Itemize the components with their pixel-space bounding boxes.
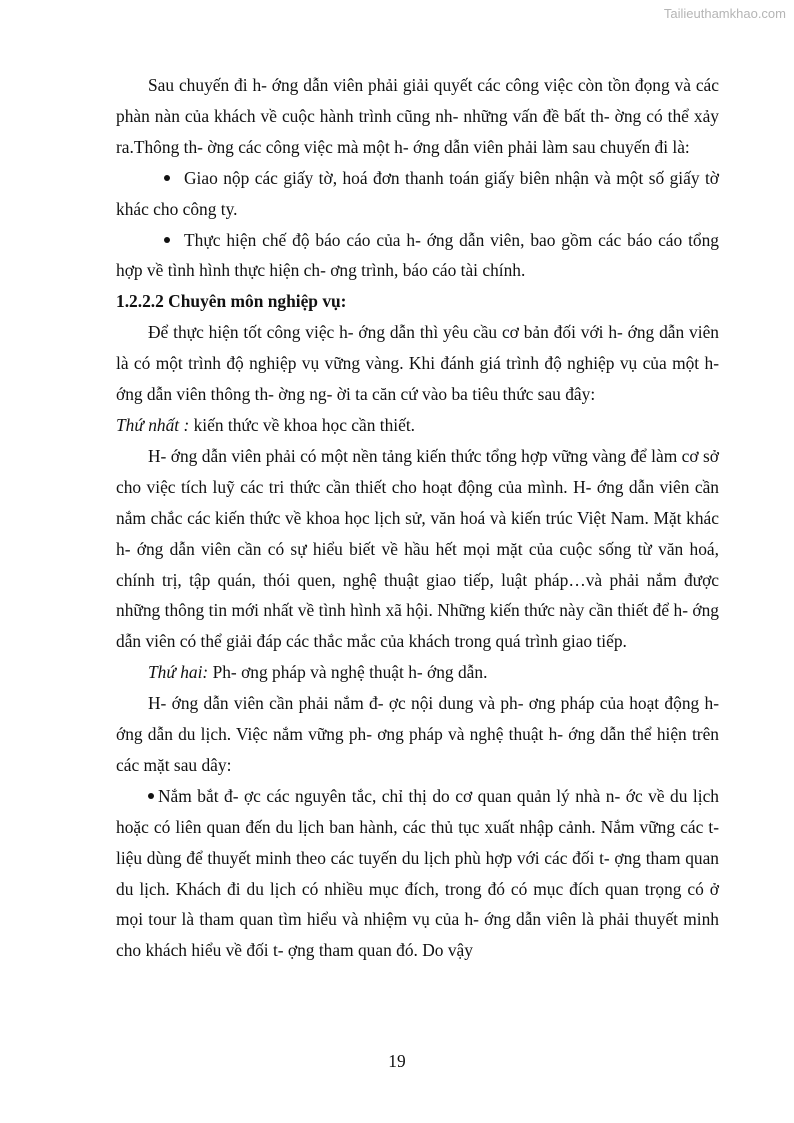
- body-paragraph: Để thực hiện tốt công việc h- ớng dẫn thì yêu cầu cơ bản đối với h- ớng dẫn viên là có một trình độ nghiệp vụ vững vàng. Khi đánh giá trình độ nghiệp vụ của một h- ớng dẫn viên thông th- ờng ng- ời ta căn cứ vào ba tiêu thức sau đây:: [116, 322, 719, 405]
- list-item-text: Thực hiện chế độ báo cáo của h- ớng dẫn viên, bao gồm các báo cáo tổng hợp về tình hình thực hiện ch- ơng trình, báo cáo tài chính.: [116, 229, 719, 281]
- criterion-first: [116, 410, 719, 441]
- list-item-text: Nắm bắt đ- ợc các nguyên tắc, chỉ thị do cơ quan quản lý nhà n- ớc về du lịch hoặc có liên quan đến du lịch ban hành, các thủ tục xuất nhập cảnh. Nắm vững các t- liệu dùng để thuyết minh theo các tuyến du lịch phù hợp với các đối t- ợng tham quan du lịch. Khách đi du lịch có nhiều mục đích, trong đó có mục đích quan trọng có ở mọi tour là tham quan tìm hiểu và nhiệm vụ của h- ớng dẫn viên là phải thuyết minh cho khách hiểu về đối t- ợng tham quan đó. Do vậy: [116, 785, 719, 961]
- bullet-icon: [148, 793, 154, 799]
- list-item: [116, 225, 719, 287]
- body-paragraph: H- ớng dẫn viên cần phải nắm đ- ợc nội dung và ph- ơng pháp của hoạt động h- ớng dẫn du lịch. Việc nắm vững ph- ơng pháp và nghệ thuật h- ớng dẫn thể hiện trên các mặt sau dây:: [116, 693, 719, 775]
- criterion-second: [116, 657, 719, 688]
- page-number: 19: [388, 1051, 406, 1071]
- list-item-text: Giao nộp các giấy tờ, hoá đơn thanh toán giấy biên nhận và một số giấy tờ khác cho công ty.: [116, 167, 719, 219]
- document-body: [116, 70, 719, 966]
- list-item: [116, 163, 719, 225]
- intro-paragraph: Sau chuyến đi h- ớng dẫn viên phải giải quyết các công việc còn tồn đọng và các phàn nàn của khách về cuộc hành trình cũng nh- những vấn đề bất th- ờng có thể xảy ra.Thông th- ờng các công việc mà một h- ớng dẫn viên phải làm sau chuyến đi là:: [116, 75, 719, 157]
- bullet-icon: [164, 237, 170, 243]
- criterion-label: Thứ hai:: [148, 662, 209, 683]
- list-item: [116, 781, 719, 966]
- watermark: Tailieuthamkhao.com: [663, 6, 786, 21]
- body-paragraph: H- ớng dẫn viên phải có một nền tảng kiến thức tổng hợp vững vàng để làm cơ sở cho việc tích luỹ các tri thức cần thiết cho hoạt động của mình. H- ớng dẫn viên cần nắm chắc các kiến thức về khoa học lịch sử, văn hoá và kiến trúc Việt Nam. Mặt khác h- ớng dẫn viên cần có sự hiểu biết về hầu hết mọi mặt của cuộc sống từ văn hoá, chính trị, tập quán, thói quen, nghệ thuật giao tiếp, luật pháp…và phải nắm được những thông tin mới nhất về tình hình xã hội. Những kiến thức này cần thiết để h- ớng dẫn viên có thể giải đáp các thắc mắc của khách trong quá trình giao tiếp.: [116, 445, 719, 652]
- bullet-icon: [164, 175, 170, 181]
- criterion-label: Thứ nhất :: [116, 414, 190, 435]
- criterion-text: kiến thức về khoa học cần thiết.: [189, 414, 416, 435]
- section-heading: 1.2.2.2 Chuyên môn nghiệp vụ:: [116, 291, 347, 312]
- criterion-text: Ph- ơng pháp và nghệ thuật h- ớng dẫn.: [208, 662, 488, 683]
